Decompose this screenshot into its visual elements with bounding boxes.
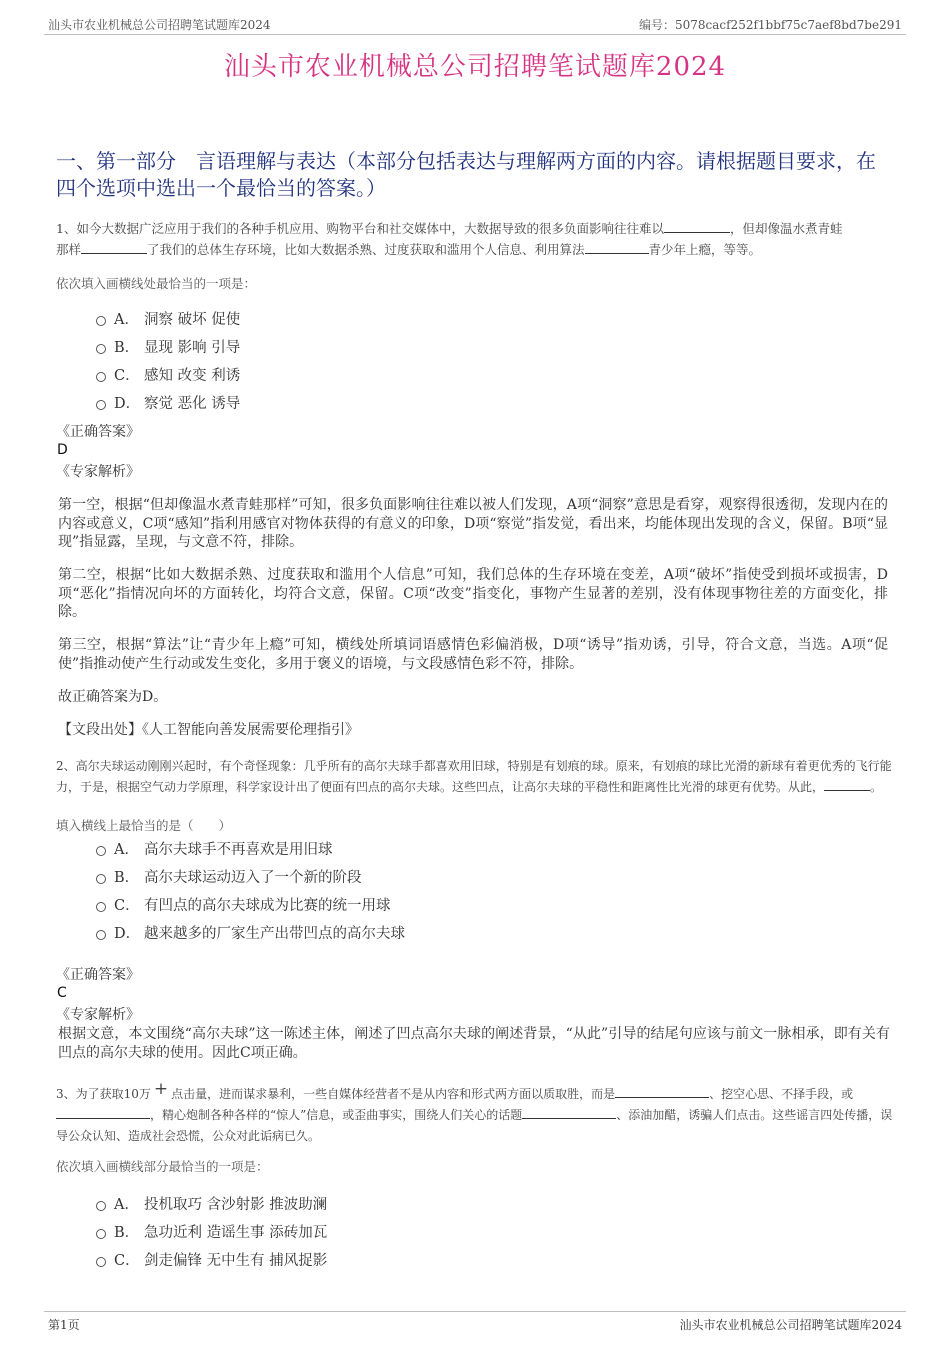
option-text: 越来越多的厂家生产出带凹点的高尔夫球 bbox=[144, 925, 405, 942]
q1-text-part: 了我们的总体生存环境，比如大数据杀熟、过度获取和滥用个人信息、利用算法 bbox=[147, 242, 585, 257]
question-1-stem bbox=[56, 218, 898, 260]
document-title: 汕头市农业机械总公司招聘笔试题库2024 bbox=[223, 52, 727, 82]
question-3-instruction: 依次填入画横线部分最恰当的一项是： bbox=[56, 1159, 269, 1174]
question-2-instruction: 填入横线上最恰当的是（ ） bbox=[56, 818, 232, 833]
option-b[interactable] bbox=[96, 332, 240, 360]
option-text: 显现 影响 引导 bbox=[144, 339, 241, 356]
radio-button-icon[interactable] bbox=[96, 902, 106, 912]
analysis-label: 《专家解析》 bbox=[56, 464, 140, 480]
option-b[interactable] bbox=[96, 862, 405, 890]
radio-button-icon[interactable] bbox=[96, 344, 106, 354]
option-a[interactable] bbox=[96, 304, 240, 332]
blank bbox=[615, 1085, 709, 1098]
radio-button-icon[interactable] bbox=[96, 1229, 106, 1239]
analysis-paragraph: 第三空，根据“算法”让“青少年上瘾”可知，横线处所填词语感情色彩偏消极，D项“诱导”指劝诱，引导，符合文意，当选。A项“促使”指推动使产生行动或发生变化，多用于褒义的语境，与文段感情色彩不符，排除。 bbox=[58, 637, 888, 672]
analysis-conclusion: 故正确答案为D。 bbox=[58, 689, 168, 705]
radio-button-icon[interactable] bbox=[96, 400, 106, 410]
q3-text-part: ，精心炮制各种各样的“惊人”信息，或歪曲事实，围绕人们关心的话题 bbox=[150, 1108, 523, 1122]
blank bbox=[824, 778, 870, 791]
correct-answer: C bbox=[57, 985, 67, 1001]
page-number: 第1页 bbox=[48, 1318, 80, 1332]
answer-label: 《正确答案》 bbox=[56, 967, 140, 983]
question-2-stem bbox=[56, 756, 894, 797]
question-3-stem bbox=[56, 1079, 894, 1147]
q3-text-part: 点击量，进而谋求暴利，一些自媒体经营者不是从内容和形式两方面以质取胜，而是 bbox=[171, 1087, 616, 1101]
option-text: 剑走偏锋 无中生有 捕风捉影 bbox=[144, 1252, 328, 1269]
analysis-label: 《专家解析》 bbox=[56, 1007, 140, 1023]
option-letter: A． bbox=[114, 311, 139, 328]
document-id: 编号：5078cacf252f1bbf75c7aef8bd7be291 bbox=[638, 18, 902, 32]
question-1-instruction: 依次填入画横线处最恰当的一项是： bbox=[56, 276, 257, 291]
option-letter: B． bbox=[114, 869, 140, 886]
option-text: 高尔夫球运动迈入了一个新的阶段 bbox=[144, 869, 362, 886]
radio-button-icon[interactable] bbox=[96, 846, 106, 856]
blank bbox=[585, 241, 649, 254]
q3-text-part: 、添油加醋，诱骗人们点击。这些谣言四处传播，误导公众认知、造成社会恐慌，公众对此诟病已久。 bbox=[56, 1108, 893, 1143]
blank bbox=[664, 220, 730, 233]
analysis-paragraph: 第二空，根据“比如大数据杀熟、过度获取和滥用个人信息”可知，我们总体的生存环境在变差，A项“破坏”指使受到损坏或损害，D项“恶化”指情况向坏的方面转化，均符合文意，保留。C项“改变”指变化，事物产生显著的差别，没有体现事物往差的方面变化，排除。 bbox=[58, 567, 888, 620]
option-a[interactable] bbox=[96, 834, 405, 862]
radio-button-icon[interactable] bbox=[96, 316, 106, 326]
question-1-options bbox=[96, 304, 240, 416]
radio-button-icon[interactable] bbox=[96, 1257, 106, 1267]
option-a[interactable] bbox=[96, 1189, 327, 1217]
q1-text-part: 那样 bbox=[56, 242, 82, 257]
option-letter: B． bbox=[114, 339, 140, 356]
radio-button-icon[interactable] bbox=[96, 874, 106, 884]
option-letter: C． bbox=[114, 1252, 140, 1269]
source-citation: 【文段出处】《人工智能向善发展需要伦理指引》 bbox=[58, 722, 359, 738]
option-text: 投机取巧 含沙射影 推波助澜 bbox=[144, 1196, 328, 1213]
question-3-options bbox=[96, 1189, 327, 1273]
radio-button-icon[interactable] bbox=[96, 1201, 106, 1211]
option-d[interactable] bbox=[96, 388, 240, 416]
running-footer bbox=[44, 1311, 906, 1334]
option-letter: A． bbox=[114, 1196, 139, 1213]
q1-text-part: 1、如今大数据广泛应用于我们的各种手机应用、购物平台和社交媒体中，大数据导致的很多负面影响往往难以 bbox=[56, 221, 664, 236]
option-letter: D． bbox=[114, 395, 141, 412]
option-c[interactable] bbox=[96, 360, 240, 388]
option-text: 有凹点的高尔夫球成为比赛的统一用球 bbox=[144, 897, 391, 914]
correct-answer: D bbox=[57, 442, 68, 458]
option-c[interactable] bbox=[96, 890, 405, 918]
answer-label: 《正确答案》 bbox=[56, 424, 140, 440]
radio-button-icon[interactable] bbox=[96, 930, 106, 940]
option-letter: C． bbox=[114, 367, 140, 384]
radio-button-icon[interactable] bbox=[96, 372, 106, 382]
blank bbox=[522, 1106, 616, 1119]
section-heading: 一、第一部分 言语理解与表达（本部分包括表达与理解两方面的内容。请根据题目要求，在四个选项中选出一个最恰当的答案。） bbox=[56, 149, 876, 200]
header-title: 汕头市农业机械总公司招聘笔试题库2024 bbox=[48, 18, 271, 32]
blank bbox=[81, 241, 147, 254]
option-text: 洞察 破坏 促使 bbox=[144, 311, 241, 328]
option-letter: C． bbox=[114, 897, 140, 914]
plus-sign: + bbox=[153, 1079, 169, 1099]
option-c[interactable] bbox=[96, 1245, 327, 1273]
option-d[interactable] bbox=[96, 918, 405, 946]
option-text: 高尔夫球手不再喜欢是用旧球 bbox=[144, 841, 333, 858]
q2-text-part: 2、高尔夫球运动刚刚兴起时，有个奇怪现象：几乎所有的高尔夫球手都喜欢用旧球，特别是有划痕的球。原来，有划痕的球比光滑的新球有着更优秀的飞行能力，于是，根据空气动力学原理，科学家设计出了便面有凹点的高尔夫球。这些凹点，让高尔夫球的平稳性和距离性比光滑的球更有优势。从此， bbox=[56, 759, 892, 794]
q3-text-part: 3、为了获取10万 bbox=[56, 1087, 151, 1101]
q3-text-part: 、挖空心思、不择手段，或 bbox=[709, 1087, 854, 1101]
q2-text-part: 。 bbox=[870, 779, 883, 794]
analysis-paragraph: 第一空，根据“但却像温水煮青蛙那样”可知，很多负面影响往往难以被人们发现，A项“洞察”意思是看穿，观察得很透彻，发现内在的内容或意义，C项“感知”指利用感官对物体获得的有意义的印象，D项“察觉”指发觉，看出来，均能体现出发现的含义，保留。B项“显现”指显露，呈现，与文意不符，排除。 bbox=[58, 497, 888, 550]
q1-text-part: ，但却像温水煮青蛙 bbox=[729, 221, 843, 236]
option-text: 察觉 恶化 诱导 bbox=[144, 395, 241, 412]
option-letter: B． bbox=[114, 1224, 140, 1241]
footer-title: 汕头市农业机械总公司招聘笔试题库2024 bbox=[679, 1318, 902, 1332]
option-letter: D． bbox=[114, 925, 141, 942]
blank bbox=[56, 1106, 150, 1119]
analysis-paragraph: 根据文意，本文围绕“高尔夫球”这一陈述主体，阐述了凹点高尔夫球的阐述背景，“从此”引导的结尾句应该与前文一脉相承，即有关有凹点的高尔夫球的使用。因此C项正确。 bbox=[58, 1026, 890, 1061]
option-text: 急功近利 造谣生事 添砖加瓦 bbox=[144, 1224, 328, 1241]
option-b[interactable] bbox=[96, 1217, 327, 1245]
question-2-options bbox=[96, 834, 405, 946]
option-text: 感知 改变 利诱 bbox=[144, 367, 241, 384]
q1-text-part: 青少年上瘾，等等。 bbox=[648, 242, 762, 257]
option-letter: A． bbox=[114, 841, 139, 858]
running-header bbox=[44, 14, 906, 35]
